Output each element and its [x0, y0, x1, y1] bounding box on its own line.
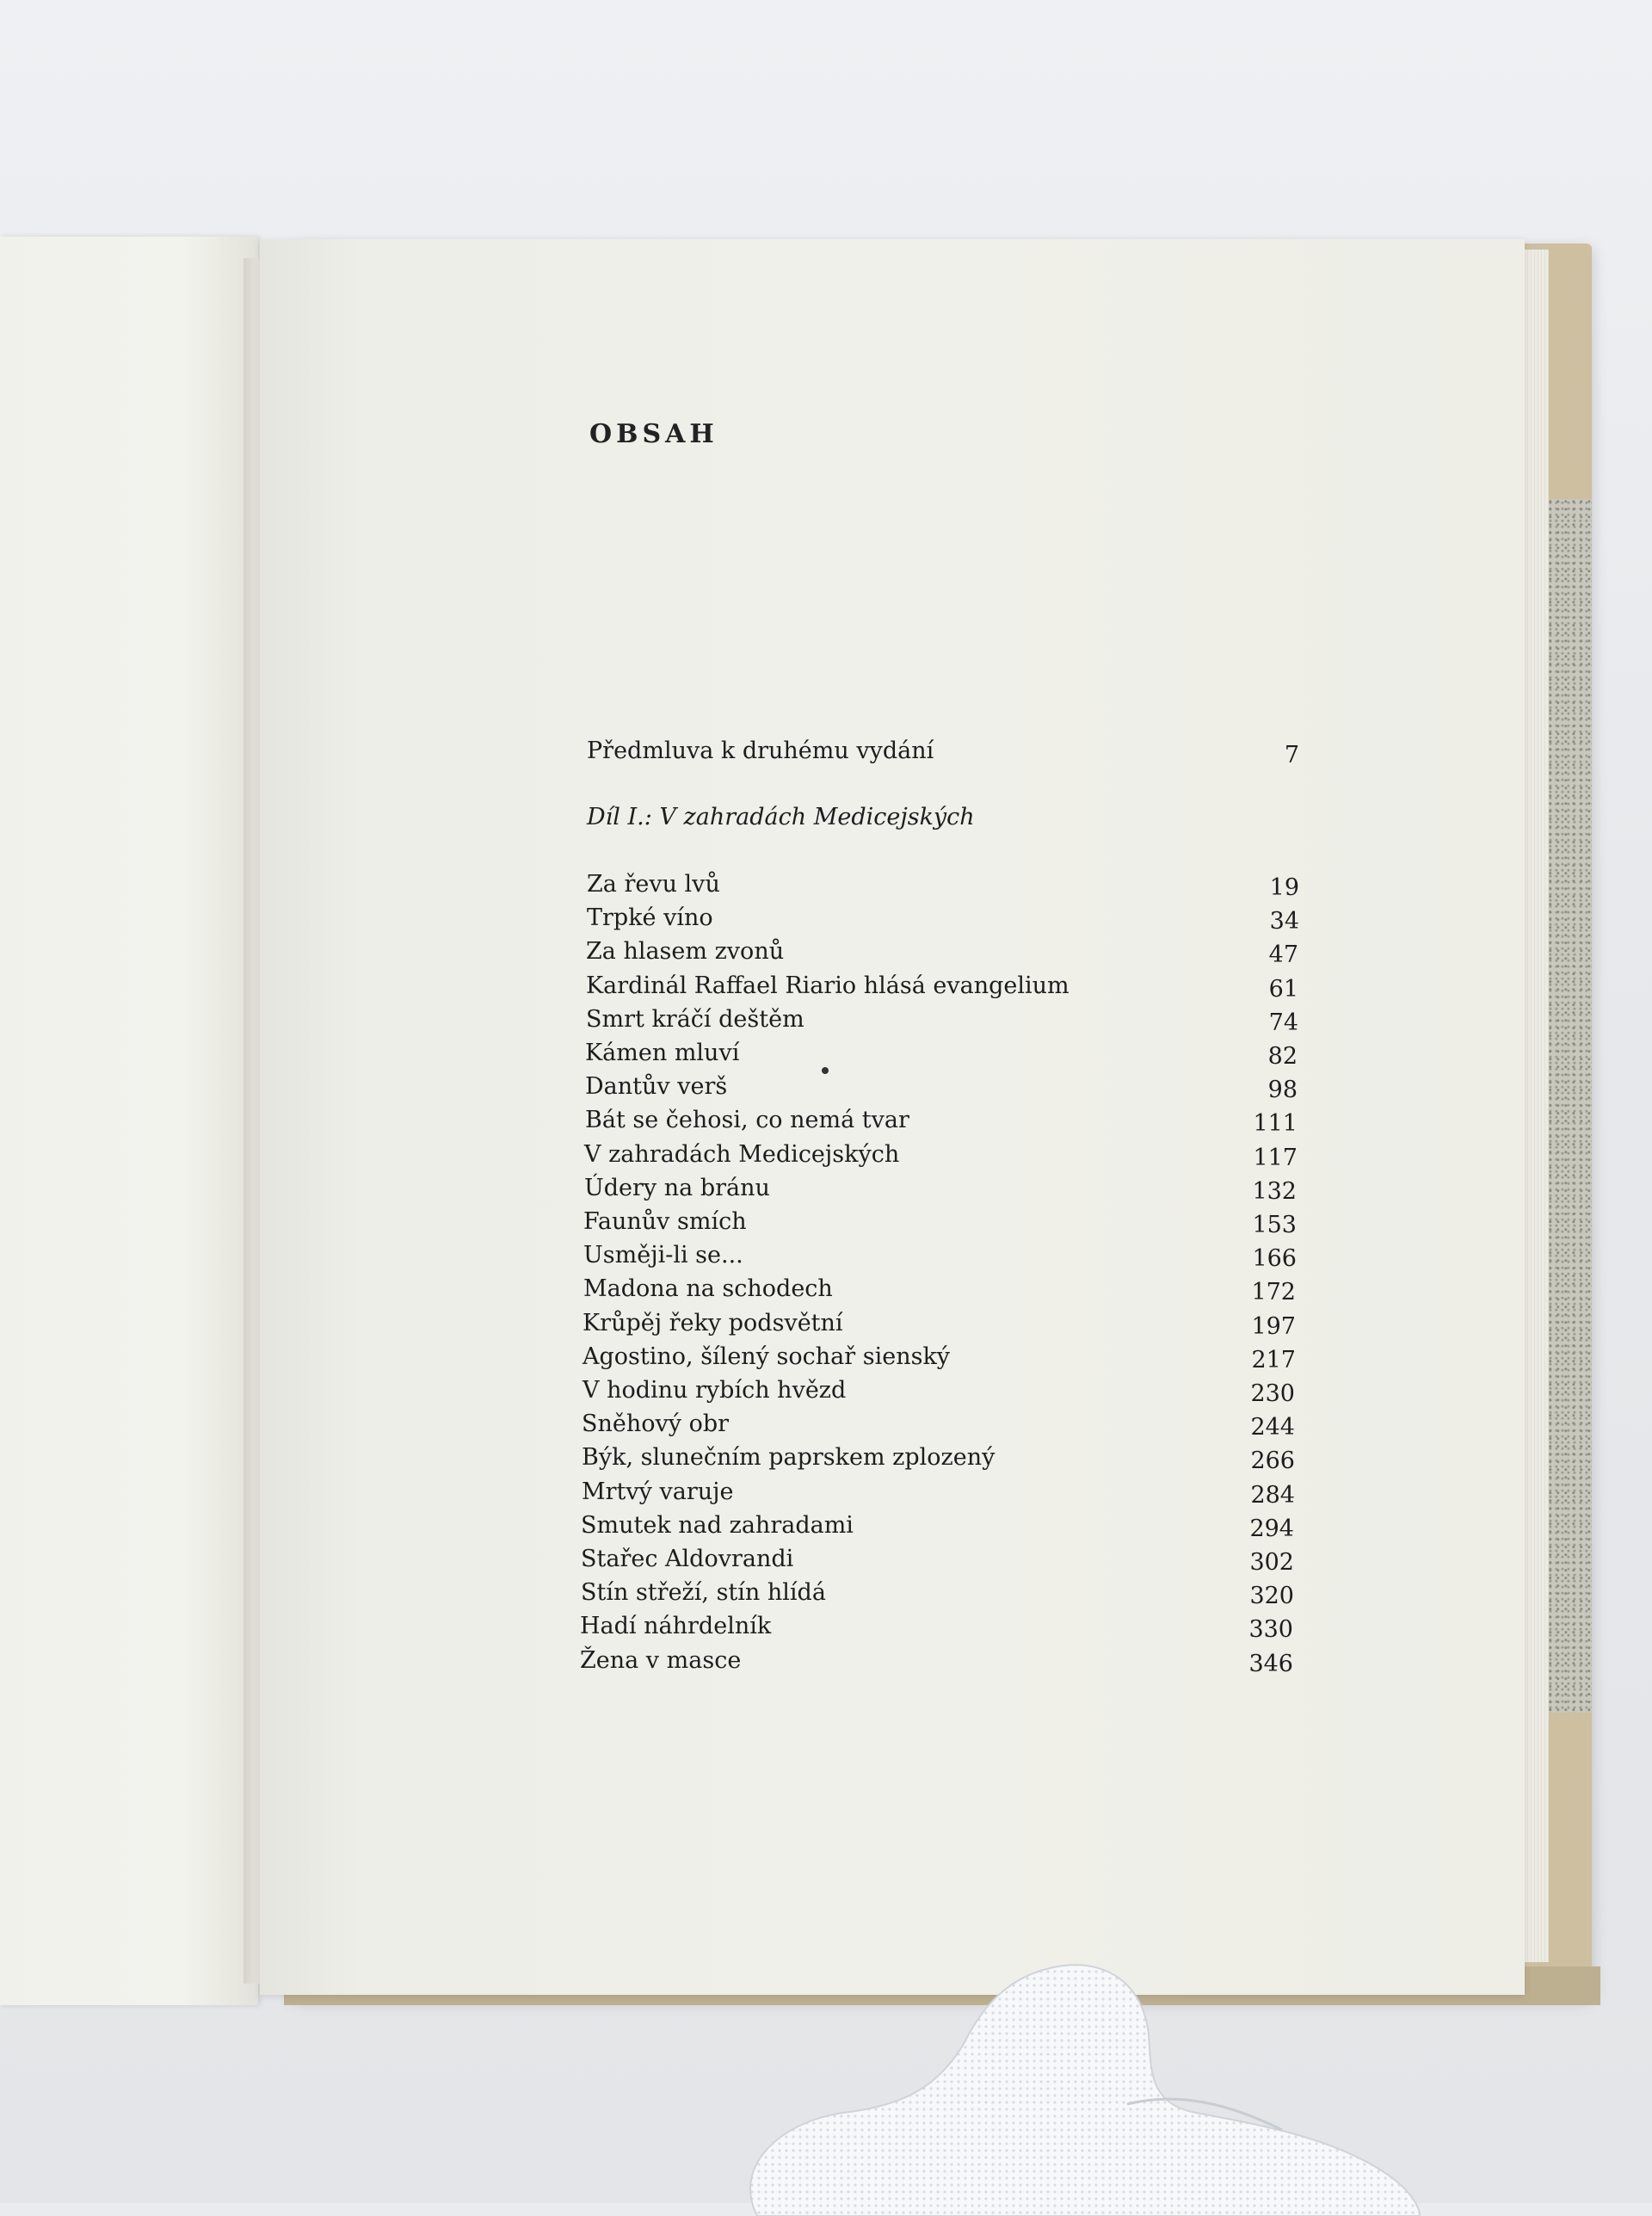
preface-page: 7: [1284, 742, 1299, 769]
toc-entry-page: 34: [1269, 908, 1299, 935]
toc-entry-title: Agostino, šílený sochař sienský: [583, 1343, 951, 1370]
toc-entry-page: 111: [1253, 1110, 1298, 1138]
toc-entry-page: 217: [1251, 1346, 1296, 1373]
toc-entry-page: 132: [1252, 1177, 1297, 1205]
toc-entry-title: Mrtvý varuje: [582, 1478, 734, 1505]
toc-entry-title: Stařec Aldovrandi: [581, 1546, 794, 1572]
toc-entry-page: 346: [1248, 1650, 1293, 1677]
toc-entry-title: Usměji-li se...: [583, 1242, 743, 1269]
section-heading: Díl I.: V zahradách Medicejských: [587, 804, 975, 830]
toc-entry-title: Smutek nad zahradami: [581, 1511, 854, 1539]
toc-entry-page: 82: [1267, 1043, 1298, 1070]
toc-entry-page: 19: [1269, 874, 1299, 901]
toc-entry-page: 74: [1268, 1009, 1298, 1036]
toc-entry-title: Kámen mluví: [585, 1040, 740, 1066]
toc-entry-page: 172: [1251, 1279, 1296, 1306]
toc-entry-title: Kardinál Raffael Riario hlásá evangelium: [586, 972, 1069, 999]
ink-speck: [822, 1067, 829, 1074]
toc-entry-page: 61: [1268, 975, 1298, 1003]
toc-entry-title: Údery na bránu: [584, 1174, 770, 1201]
toc-entry-page: 330: [1248, 1616, 1293, 1644]
toc-entry-page: 302: [1249, 1549, 1294, 1576]
toc-entry-title: Za hlasem zvonů: [586, 938, 785, 966]
left-page: [0, 237, 258, 2005]
toc-entry-title: Krůpěj řeky podsvětní: [583, 1309, 843, 1336]
toc-entry-title: Za řevu lvů: [587, 871, 720, 898]
toc-entry-page: 117: [1253, 1144, 1298, 1171]
toc-entry-title: Bát se čehosi, co nemá tvar: [585, 1107, 909, 1134]
toc-entry-title: Býk, slunečním paprskem zplozený: [582, 1444, 996, 1472]
toc-entry-page: 166: [1252, 1245, 1297, 1273]
toc-entry-title: Sněhový obr: [582, 1410, 730, 1438]
toc-entry-page: 294: [1249, 1515, 1294, 1542]
toc-entry-page: 244: [1250, 1414, 1295, 1441]
toc-entry-title: Faunův smích: [583, 1208, 747, 1235]
toc-entry-title: Žena v masce: [580, 1646, 742, 1674]
toc-entry-title: Trpké víno: [587, 904, 713, 932]
toc-entry-page: 47: [1268, 941, 1298, 969]
toc-entry-page: 284: [1250, 1481, 1295, 1509]
toc-entry-page: 98: [1267, 1077, 1298, 1104]
toc-entry-page: 320: [1249, 1583, 1294, 1610]
toc-entry-title: Hadí náhrdelník: [580, 1613, 772, 1640]
toc-entry-title: Stín střeží, stín hlídá: [581, 1579, 826, 1607]
toc-entry-title: V zahradách Medicejských: [584, 1140, 900, 1168]
toc-entry-page: 197: [1251, 1312, 1296, 1340]
toc-entry-page: 266: [1250, 1447, 1295, 1475]
white-glove: [680, 1906, 1454, 2216]
toc-entry-title: Smrt kráčí deštěm: [586, 1005, 804, 1033]
toc-entry-title: Madona na schodech: [583, 1275, 833, 1303]
preface-title: Předmluva k druhému vydání: [587, 738, 934, 764]
toc-entry-title: Dantův verš: [585, 1073, 728, 1101]
page-title: OBSAH: [589, 419, 718, 449]
toc-entry-page: 153: [1252, 1212, 1297, 1238]
toc-entry-page: 230: [1250, 1380, 1295, 1407]
toc-entry-title: V hodinu rybích hvězd: [583, 1377, 847, 1404]
